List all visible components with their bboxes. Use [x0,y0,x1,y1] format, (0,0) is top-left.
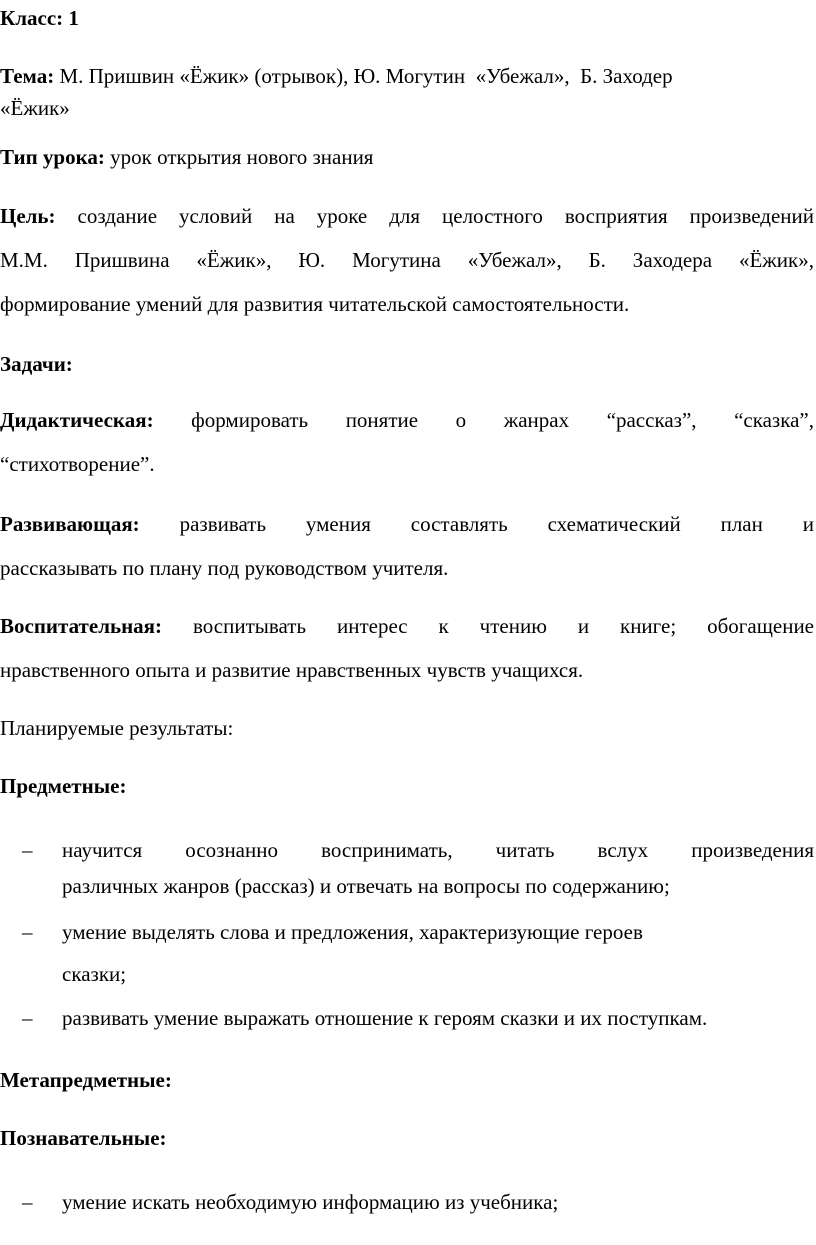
planned-results [0,714,814,742]
goal-label: Цель: [0,204,56,228]
class-line [0,4,814,32]
subject-item-2-line-2: сказки; [62,962,127,986]
cognitive-heading [0,1124,814,1152]
educational-text-2: нравственного опыта и развитие нравственных чувств учащихся. [0,658,584,682]
didactic-line-1 [0,406,814,434]
topic-text-2: «Ёжик» [0,96,70,120]
lesson-type-value: урок открытия нового знания [110,145,374,169]
metasubject-label: Метапредметные: [0,1068,172,1092]
topic-label: Тема: [0,64,55,88]
list-item [62,1004,814,1032]
list-item-continuation [62,960,814,988]
goal-text-2: М.М. Пришвина «Ёжик», Ю. Могутина «Убежал», Б. Заходера «Ёжик», [0,248,814,272]
developing-text-1: развивать умения составлять схематический план и [179,512,814,536]
class-value: 1 [68,6,79,30]
educational-label: Воспитательная: [0,614,163,638]
tasks-label: Задачи: [0,352,73,376]
educational-text-1: воспитывать интерес к чтению и книге; обогащение [192,614,815,638]
topic-text-1: М. Пришвин «Ёжик» (отрывок), Ю. Могутин «Убежал», Б. Заходер [59,64,673,88]
developing-line-2 [0,554,814,582]
list-item [62,836,814,864]
list-item [62,1188,814,1216]
didactic-text-1: формировать понятие о жанрах “рассказ”, “сказка”, [191,408,815,432]
subject-item-2-line-1: умение выделять слова и предложения, характеризующие героев [62,920,643,944]
developing-label: Развивающая: [0,512,140,536]
cognitive-item-1: умение искать необходимую информацию из учебника; [62,1190,559,1214]
educational-line-2 [0,656,814,684]
bullet-dash: – [22,838,33,862]
bullet-dash: – [22,1006,33,1030]
didactic-line-2 [0,450,814,478]
developing-text-2: рассказывать по плану под руководством учителя. [0,556,449,580]
topic-line-1 [0,62,814,90]
didactic-label: Дидактическая: [0,408,154,432]
list-item [62,918,814,946]
goal-line-2 [0,246,814,274]
planned-results-text: Планируемые результаты: [0,716,234,740]
bullet-dash: – [22,920,33,944]
goal-line-1 [0,202,814,230]
developing-line-1 [0,510,814,538]
subject-heading [0,772,814,800]
didactic-text-2: “стихотворение”. [0,452,155,476]
lesson-type-label: Тип урока: [0,145,105,169]
goal-line-3 [0,290,814,318]
educational-line-1 [0,612,814,640]
lesson-type-line [0,143,814,171]
goal-text-3: формирование умений для развития читательской самостоятельности. [0,292,630,316]
bullet-dash: – [22,1190,33,1214]
subject-item-3-line-1: развивать умение выражать отношение к героям сказки и их поступкам. [62,1006,708,1030]
goal-text-1: создание условий на уроке для целостного восприятия произведений [77,204,814,228]
subject-item-1-line-2: различных жанров (рассказ) и отвечать на вопросы по содержанию; [62,874,670,898]
class-label: Класс: [0,6,64,30]
metasubject-heading [0,1066,814,1094]
topic-line-2 [0,94,814,122]
tasks-heading [0,350,814,378]
subject-label: Предметные: [0,774,127,798]
cognitive-label: Познавательные: [0,1126,167,1150]
list-item-continuation [62,872,814,900]
subject-item-1-line-1: научится осознанно воспринимать, читать вслух произведения [62,838,814,862]
